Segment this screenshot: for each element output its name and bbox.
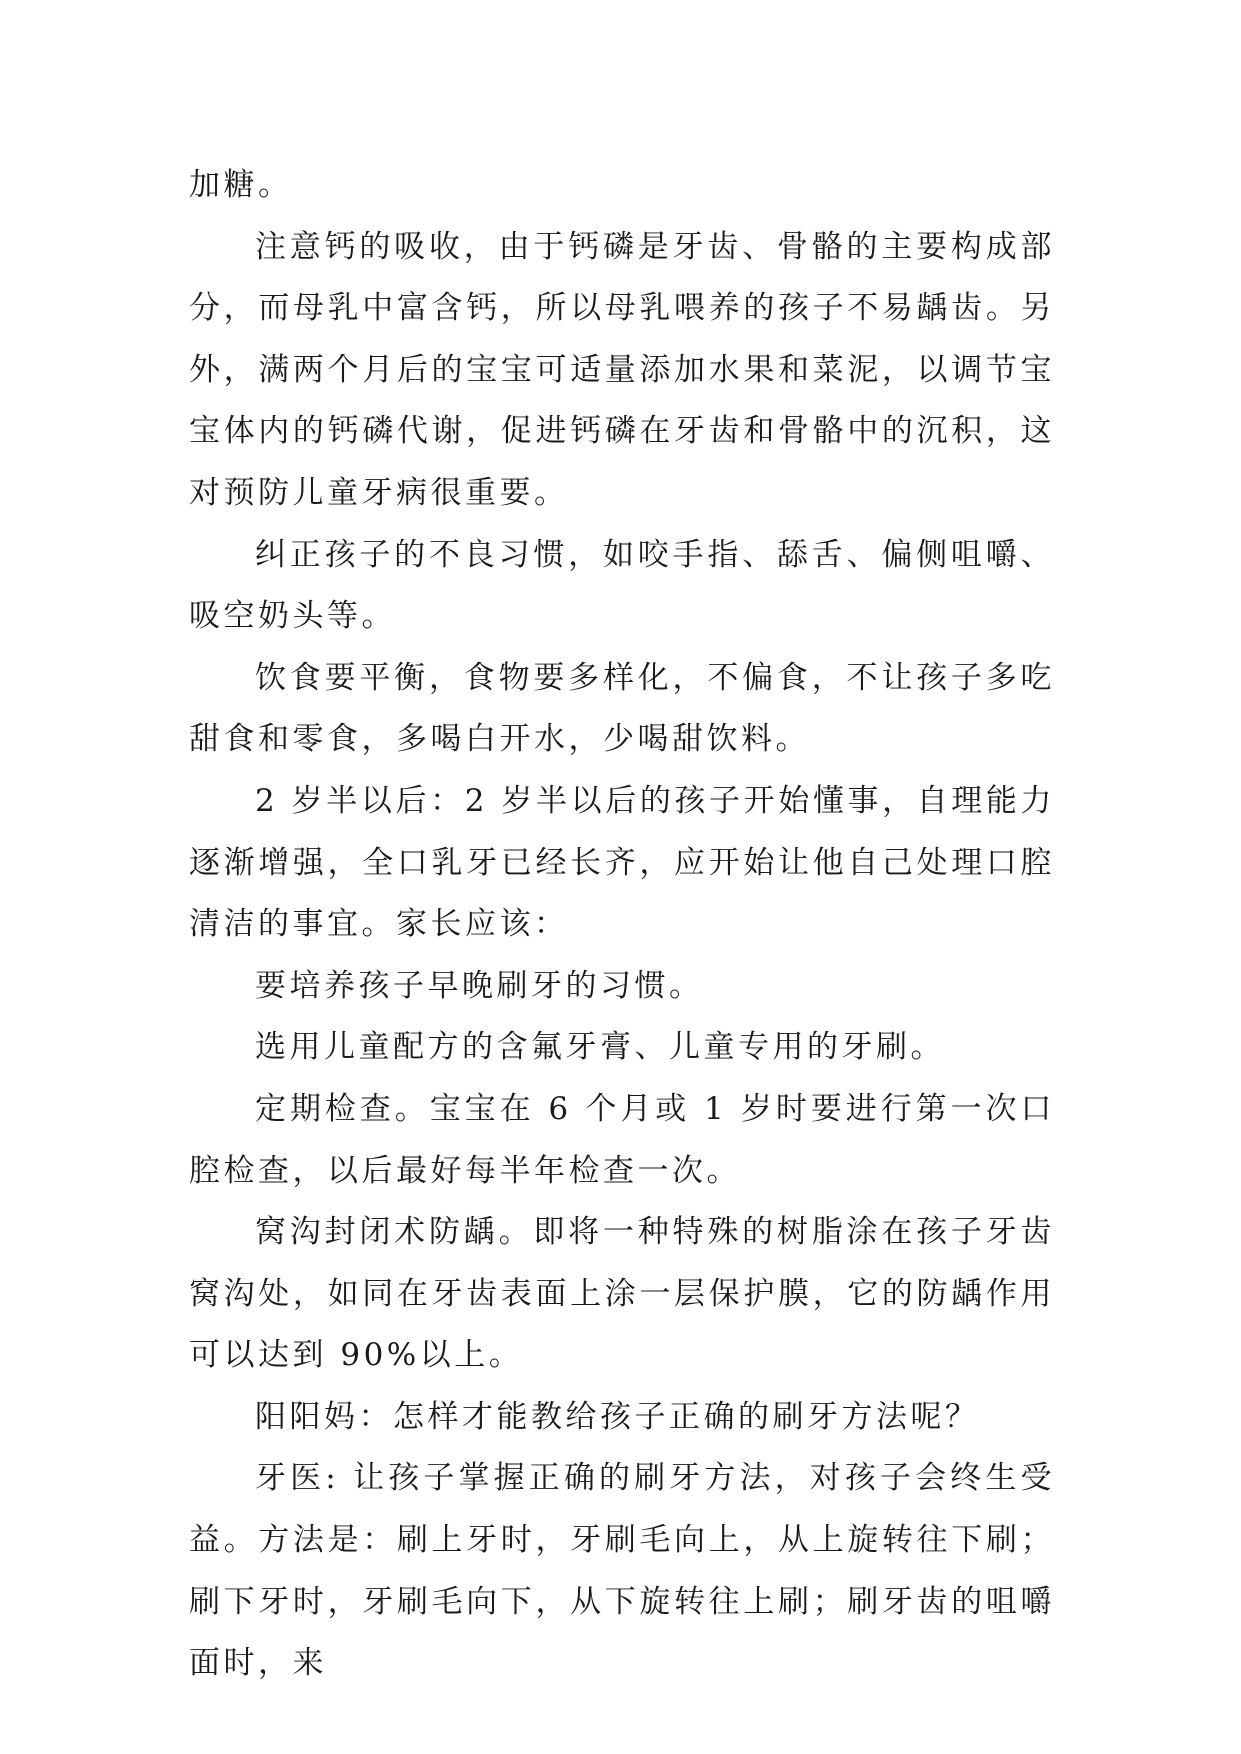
paragraph-7: 选用儿童配方的含氟牙膏、儿童专用的牙刷。: [255, 1029, 945, 1066]
paragraph-9: 窝沟封闭术防龋。即将一种特殊的树脂涂在孩子牙齿窝沟处，如同在牙齿表面上涂一层保护膜，它的防龋作用可以达到 90%以上。: [189, 1214, 1055, 1374]
document-page: [189, 155, 1055, 1695]
paragraph-2: 注意钙的吸收，由于钙磷是牙齿、骨骼的主要构成部分，而母乳中富含钙，所以母乳喂养的孩子不易龋齿。另外，满两个月后的宝宝可适量添加水果和菜泥，以调节宝宝体内的钙磷代谢，促进钙磷在牙齿和骨骼中的沉积，这对预防儿童牙病很重要。: [189, 228, 1055, 511]
paragraph-6: 要培养孩子早晚刷牙的习惯。: [255, 967, 704, 1004]
paragraph-3: 纠正孩子的不良习惯，如咬手指、舔舌、偏侧咀嚼、吸空奶头等。: [189, 536, 1055, 635]
paragraph-4: 饮食要平衡，食物要多样化，不偏食，不让孩子多吃甜食和零食，多喝白开水，少喝甜饮料。: [189, 659, 1055, 758]
paragraph-1: 加糖。: [189, 167, 293, 203]
paragraph-8: 定期检查。宝宝在 6 个月或 1 岁时要进行第一次口腔检查，以后最好每半年检查一次。: [189, 1090, 1055, 1189]
paragraph-11: 牙医: 让孩子掌握正确的刷牙方法，对孩子会终生受益。方法是：刷上牙时，牙刷毛向上，从上旋转往下刷；刷下牙时，牙刷毛向下，从下旋转往上刷；刷牙齿的咀嚼面时，来: [189, 1460, 1055, 1682]
paragraph-5: 2 岁半以后：2 岁半以后的孩子开始懂事，自理能力逐渐增强，全口乳牙已经长齐，应开始让他自己处理口腔清洁的事宜。家长应该：: [189, 782, 1055, 943]
paragraph-10: 阳阳妈：怎样才能教给孩子正确的刷牙方法呢？: [255, 1398, 980, 1435]
